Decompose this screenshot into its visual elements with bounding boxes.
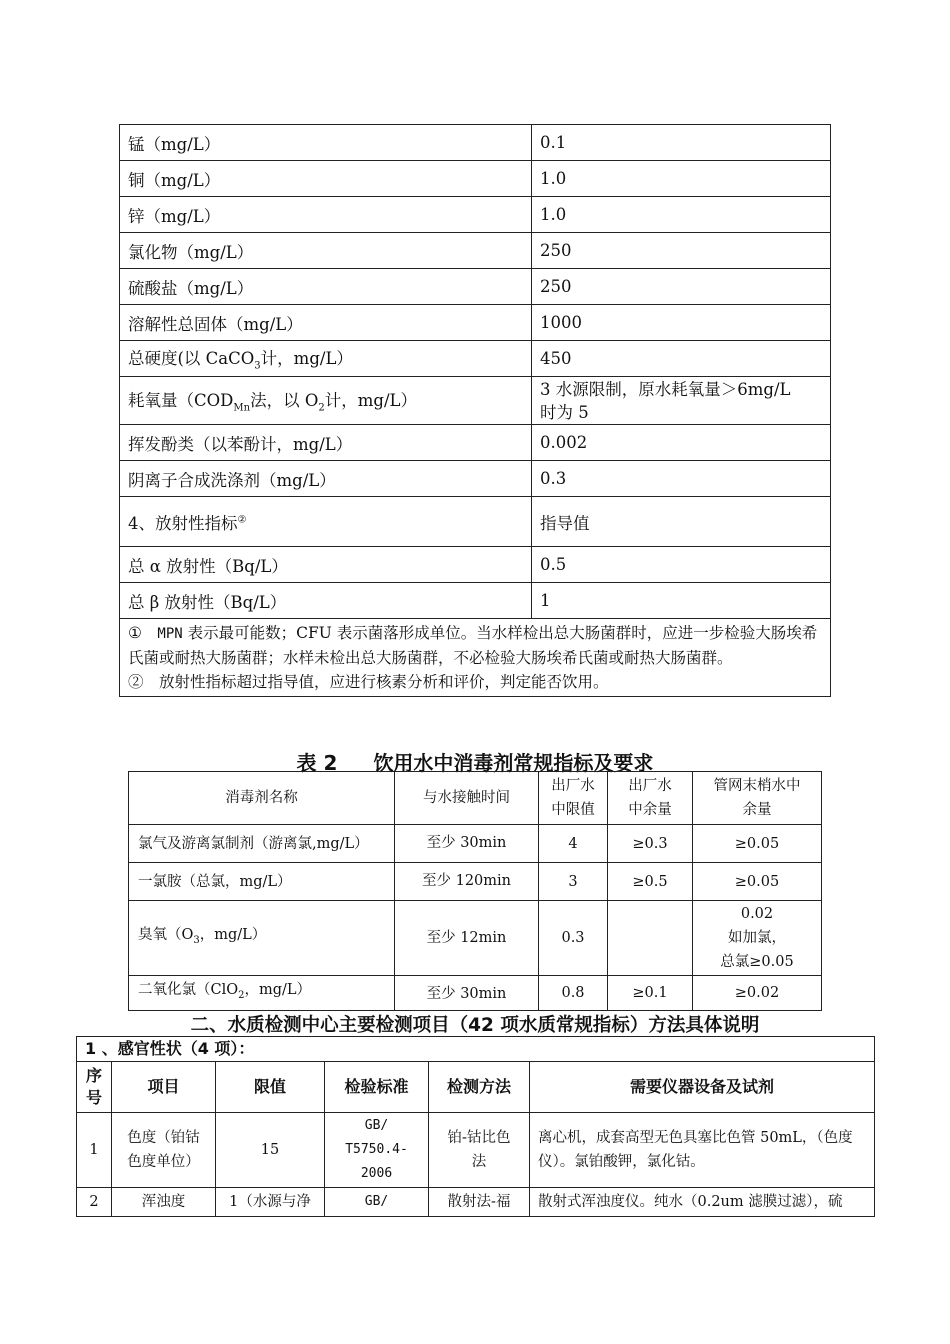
network-end-value: ≥0.05 xyxy=(693,825,822,863)
indicator-value: 1.0 xyxy=(532,197,831,233)
item-name: 浑浊度 xyxy=(112,1188,216,1217)
row-number: 2 xyxy=(77,1188,112,1217)
cod-label: 耗氧量（COD xyxy=(128,391,234,411)
clo2-subscript: 2 xyxy=(238,989,245,1001)
indicator-value: 250 xyxy=(532,269,831,305)
table-row xyxy=(77,1188,875,1217)
col-header-limit-line2: 中限值 xyxy=(551,802,595,818)
indicator-name-hardness xyxy=(120,341,532,377)
table-row xyxy=(120,269,831,305)
radioactivity-heading-label: 4、放射性指标 xyxy=(128,513,238,533)
residual-value: ≥0.3 xyxy=(608,825,693,863)
network-end-line1: 0.02 xyxy=(740,906,774,922)
contact-time: 至少 30min xyxy=(395,976,539,1011)
table2-title: 饮用水中消毒剂常规指标及要求 xyxy=(373,751,654,775)
cod-value-line2: 时为 5 xyxy=(540,402,589,422)
table-header-row xyxy=(129,772,822,825)
clo2-label: 二氧化氯（ClO xyxy=(138,982,239,999)
guideline-heading: 指导值 xyxy=(532,497,831,547)
hardness-subscript: 3 xyxy=(254,360,261,372)
disinfectant-name: 一氯胺（总氯，mg/L） xyxy=(129,863,395,901)
disinfectant-name xyxy=(129,976,395,1011)
ozone-subscript: 3 xyxy=(193,934,200,946)
col-header-method: 检测方法 xyxy=(429,1062,530,1113)
indicator-value: 0.5 xyxy=(532,547,831,583)
table-row xyxy=(77,1113,875,1188)
table-notes xyxy=(120,619,831,697)
note-1 xyxy=(128,621,822,670)
table-row xyxy=(120,583,831,619)
col-header-limit xyxy=(539,772,608,825)
network-end-value: ≥0.05 xyxy=(693,863,822,901)
hardness-label-tail: 计，mg/L） xyxy=(260,349,353,369)
contact-time: 至少 12min xyxy=(395,901,539,976)
col-header-standard: 检验标准 xyxy=(325,1062,429,1113)
table-row xyxy=(120,377,831,425)
indicator-value: 0.1 xyxy=(532,125,831,161)
table-row xyxy=(120,497,831,547)
item-name-line2: 色度单位） xyxy=(127,1154,200,1170)
col-header-no-line1: 序 xyxy=(85,1066,102,1085)
row-number: 1 xyxy=(77,1113,112,1188)
clo2-label-tail: ，mg/L） xyxy=(244,982,312,999)
indicator-name: 氯化物（mg/L） xyxy=(120,233,532,269)
table-row xyxy=(120,161,831,197)
test-standard-line2: T5750.4- xyxy=(345,1142,408,1157)
indicator-name: 锌（mg/L） xyxy=(120,197,532,233)
col-header-limit-line1: 出厂水 xyxy=(551,778,595,794)
indicator-name: 铜（mg/L） xyxy=(120,161,532,197)
indicator-name: 总 α 放射性（Bq/L） xyxy=(120,547,532,583)
note-1-mark: ① xyxy=(128,624,142,642)
notes-row xyxy=(120,619,831,697)
table-row xyxy=(120,233,831,269)
indicator-value: 0.3 xyxy=(532,461,831,497)
col-header-network-line1: 管网末梢水中 xyxy=(713,778,801,794)
col-header-limit: 限值 xyxy=(216,1062,325,1113)
table-row xyxy=(129,976,822,1011)
indicator-name: 阴离子合成洗涤剂（mg/L） xyxy=(120,461,532,497)
contact-time: 至少 30min xyxy=(395,825,539,863)
cod-label-tail: 计，mg/L） xyxy=(324,391,417,411)
table-row xyxy=(120,547,831,583)
item-name-line1: 色度（铂钴 xyxy=(127,1130,200,1146)
disinfectant-name: 氯气及游离氯制剂（游离氯,mg/L） xyxy=(129,825,395,863)
radioactivity-heading xyxy=(120,497,532,547)
indicator-name: 溶解性总固体（mg/L） xyxy=(120,305,532,341)
col-header-residual xyxy=(608,772,693,825)
indicator-value xyxy=(532,377,831,425)
group-row xyxy=(77,1037,875,1062)
test-standard: GB/ xyxy=(325,1188,429,1217)
col-header-no-line2: 号 xyxy=(85,1088,102,1107)
indicator-value: 1000 xyxy=(532,305,831,341)
table-row xyxy=(129,863,822,901)
indicator-name: 硫酸盐（mg/L） xyxy=(120,269,532,305)
contact-time: 至少 120min xyxy=(395,863,539,901)
table-row xyxy=(120,341,831,377)
indicator-value: 450 xyxy=(532,341,831,377)
table-row xyxy=(129,825,822,863)
indicator-value: 0.002 xyxy=(532,425,831,461)
col-header-network-end xyxy=(693,772,822,825)
col-header-residual-line1: 出厂水 xyxy=(628,778,672,794)
disinfectant-table xyxy=(128,771,822,1011)
cod-subscript: Mn xyxy=(233,402,251,414)
residual-value: ≥0.5 xyxy=(608,863,693,901)
cod-value-line1: 3 水源限制，原水耗氧量＞6mg/L xyxy=(540,379,791,399)
item-name xyxy=(112,1113,216,1188)
equipment: 散射式浑浊度仪。纯水（0.2um 滤膜过滤），硫 xyxy=(530,1188,875,1217)
limit-value: 1（水源与净 xyxy=(216,1188,325,1217)
table-row xyxy=(120,425,831,461)
limit-value: 0.3 xyxy=(539,901,608,976)
col-header-item: 项目 xyxy=(112,1062,216,1113)
note-2: ② 放射性指标超过指导值，应进行核素分析和评价，判定能否饮用。 xyxy=(128,673,609,691)
indicator-name: 挥发酚类（以苯酚计，mg/L） xyxy=(120,425,532,461)
col-header-name: 消毒剂名称 xyxy=(129,772,395,825)
indicator-value: 1.0 xyxy=(532,161,831,197)
disinfectant-name xyxy=(129,901,395,976)
network-end-line2: 如加氯， xyxy=(728,930,786,946)
table-row xyxy=(129,901,822,976)
col-header-equipment: 需要仪器设备及试剂 xyxy=(530,1062,875,1113)
footnote-mark: ② xyxy=(237,514,247,525)
group-title: 1 、感官性状（4 项）： xyxy=(77,1037,875,1062)
ozone-label: 臭氧（O xyxy=(138,927,194,944)
network-end-value: ≥0.02 xyxy=(693,976,822,1011)
table2-number: 表 2 xyxy=(296,751,338,775)
water-quality-limits-table xyxy=(119,124,831,697)
test-method-line2: 法 xyxy=(471,1154,487,1170)
indicator-value: 250 xyxy=(532,233,831,269)
indicator-name: 锰（mg/L） xyxy=(120,125,532,161)
indicator-name: 总 β 放射性（Bq/L） xyxy=(120,583,532,619)
equipment: 离心机，成套高型无色具塞比色管 50mL，（色度仪）。氯铂酸钾，氯化钴。 xyxy=(530,1113,875,1188)
ozone-label-tail: ，mg/L） xyxy=(199,927,267,944)
test-standard xyxy=(325,1113,429,1188)
test-method: 散射法-福 xyxy=(429,1188,530,1217)
test-standard-line1: GB/ xyxy=(364,1118,389,1133)
col-header-network-line2: 余量 xyxy=(742,802,772,818)
test-method xyxy=(429,1113,530,1188)
hardness-label: 总硬度(以 CaCO xyxy=(128,349,255,369)
table-row xyxy=(120,197,831,233)
cod-subscript-o2: 2 xyxy=(318,402,325,414)
cod-label-mid: 法，以 O xyxy=(250,391,319,411)
indicator-value: 1 xyxy=(532,583,831,619)
test-method-line1: 铂-钴比色 xyxy=(447,1130,511,1146)
limit-value: 3 xyxy=(539,863,608,901)
note-1-text: 表示最可能数；CFU 表示菌落形成单位。当水样检出总大肠菌群时，应进一步检验大肠埃希氏菌或耐热大肠菌群；水样未检出总大肠菌群，不必检验大肠埃希氏菌或耐热大肠菌群。 xyxy=(128,624,818,667)
network-end-line3: 总氯≥0.05 xyxy=(720,954,794,970)
col-header-residual-line2: 中余量 xyxy=(628,802,672,818)
table-row xyxy=(120,125,831,161)
limit-value: 0.8 xyxy=(539,976,608,1011)
note-1-abbr: MPN xyxy=(157,626,183,642)
table-row xyxy=(120,305,831,341)
indicator-name-cod xyxy=(120,377,532,425)
residual-value xyxy=(608,901,693,976)
table-header-row xyxy=(77,1062,875,1113)
test-standard-line3: 2006 xyxy=(360,1166,393,1181)
network-end-value xyxy=(693,901,822,976)
section-heading: 二、水质检测中心主要检测项目（42 项水质常规指标）方法具体说明 xyxy=(190,1015,760,1036)
limit-value: 15 xyxy=(216,1113,325,1188)
residual-value: ≥0.1 xyxy=(608,976,693,1011)
col-header-no xyxy=(77,1062,112,1113)
table-row xyxy=(120,461,831,497)
testing-methods-table xyxy=(76,1036,875,1217)
col-header-contact-time: 与水接触时间 xyxy=(395,772,539,825)
limit-value: 4 xyxy=(539,825,608,863)
